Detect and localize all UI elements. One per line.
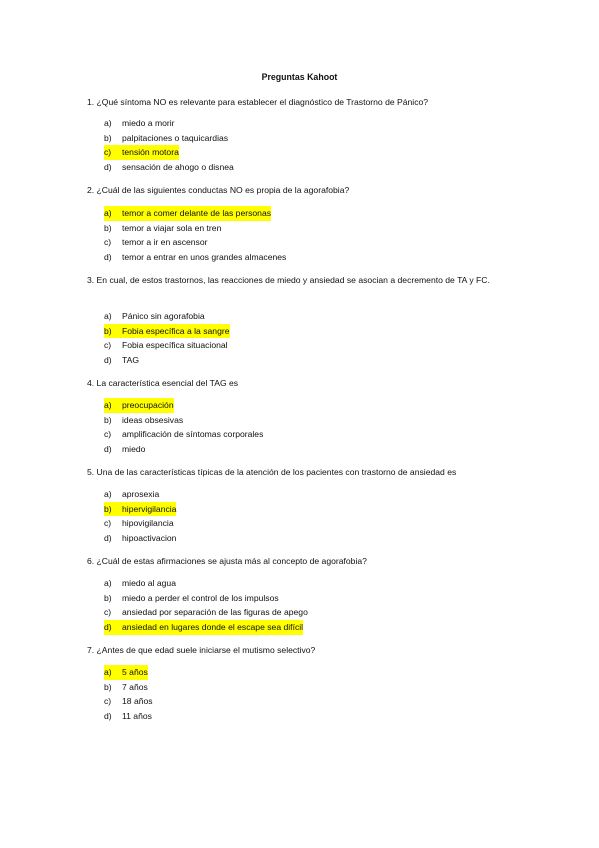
question-2-text: 2. ¿Cuál de las siguientes conductas NO es propia de la agorafobia? bbox=[87, 185, 350, 195]
option-letter: a) bbox=[104, 665, 122, 680]
option-1a bbox=[104, 116, 234, 131]
option-2a bbox=[104, 206, 286, 221]
option-7b bbox=[104, 680, 153, 695]
option-4d bbox=[104, 442, 263, 457]
option-text: temor a viajar sola en tren bbox=[122, 222, 222, 233]
option-letter: d) bbox=[104, 162, 112, 173]
option-letter: d) bbox=[104, 533, 112, 544]
option-5a bbox=[104, 487, 176, 502]
option-1d bbox=[104, 160, 234, 175]
option-2b bbox=[104, 221, 286, 236]
option-7c bbox=[104, 694, 153, 709]
question-1-options bbox=[104, 116, 234, 175]
option-7a bbox=[104, 665, 153, 680]
option-3d bbox=[104, 353, 230, 368]
option-1c bbox=[104, 145, 234, 160]
option-text: preocupación bbox=[122, 398, 174, 413]
question-7-options bbox=[104, 665, 153, 724]
option-4c bbox=[104, 427, 263, 442]
option-text: ansiedad por separación de las figuras de apego bbox=[122, 607, 308, 618]
option-letter: c) bbox=[104, 429, 112, 440]
option-6c bbox=[104, 605, 308, 620]
option-3a bbox=[104, 309, 230, 324]
question-5-options bbox=[104, 487, 176, 546]
option-letter: d) bbox=[104, 711, 112, 722]
option-text: 7 años bbox=[122, 681, 148, 692]
option-letter: a) bbox=[104, 118, 112, 128]
question-5-text: 5. Una de las características típicas de la atención de los pacientes con trastorno de ansiedad es bbox=[87, 467, 457, 477]
option-text: sensación de ahogo o disnea bbox=[122, 162, 234, 173]
option-letter: b) bbox=[104, 324, 122, 339]
question-4-text: 4. La característica esencial del TAG es bbox=[87, 378, 239, 388]
question-1-text: 1. ¿Qué síntoma NO es relevante para establecer el diagnóstico de Trastorno de Pánico? bbox=[87, 97, 429, 107]
question-2-options bbox=[104, 206, 286, 265]
option-letter: b) bbox=[104, 414, 112, 425]
option-text: 18 años bbox=[122, 696, 153, 707]
option-letter: d) bbox=[104, 355, 112, 366]
option-text: Fobia específica a la sangre bbox=[122, 324, 230, 339]
option-text: ideas obsesivas bbox=[122, 414, 184, 425]
question-4-options bbox=[104, 398, 263, 457]
option-letter: c) bbox=[104, 145, 122, 160]
option-letter: a) bbox=[104, 578, 112, 588]
option-letter: a) bbox=[104, 311, 112, 321]
option-letter: d) bbox=[104, 444, 112, 455]
option-text: palpitaciones o taquicardias bbox=[122, 132, 229, 143]
option-text: amplificación de síntomas corporales bbox=[122, 429, 264, 440]
option-letter: c) bbox=[104, 518, 112, 529]
option-6b bbox=[104, 591, 308, 606]
option-text: Fobia específica situacional bbox=[122, 340, 228, 351]
option-text: 11 años bbox=[122, 711, 152, 722]
option-text: miedo bbox=[122, 444, 146, 455]
option-3b bbox=[104, 324, 230, 339]
option-text: temor a ir en ascensor bbox=[122, 237, 208, 248]
option-2c bbox=[104, 235, 286, 250]
option-text: temor a entrar en unos grandes almacenes bbox=[122, 252, 287, 263]
option-4a bbox=[104, 398, 263, 413]
option-text: tensión motora bbox=[122, 145, 179, 160]
option-7d bbox=[104, 709, 153, 724]
option-letter: a) bbox=[104, 206, 122, 221]
option-text: aprosexia bbox=[122, 489, 160, 499]
option-letter: b) bbox=[104, 592, 112, 603]
option-4b bbox=[104, 413, 263, 428]
option-2d bbox=[104, 250, 286, 265]
option-letter: c) bbox=[104, 607, 112, 618]
option-letter: c) bbox=[104, 696, 112, 707]
option-text: Pánico sin agorafobia bbox=[122, 311, 205, 321]
option-text: hipovigilancia bbox=[122, 518, 174, 529]
option-letter: c) bbox=[104, 340, 112, 351]
option-text: TAG bbox=[122, 355, 140, 366]
option-text: hipervigilancia bbox=[122, 502, 176, 517]
option-text: miedo a perder el control de los impulsos bbox=[122, 592, 279, 603]
option-5b bbox=[104, 502, 176, 517]
option-letter: d) bbox=[104, 620, 122, 635]
option-5d bbox=[104, 531, 176, 546]
option-text: miedo a morir bbox=[122, 118, 175, 128]
option-text: miedo al agua bbox=[122, 578, 176, 588]
option-letter: b) bbox=[104, 681, 112, 692]
question-3-options bbox=[104, 309, 230, 368]
option-text: 5 años bbox=[122, 665, 148, 680]
question-7-text: 7. ¿Antes de que edad suele iniciarse el mutismo selectivo? bbox=[87, 645, 316, 655]
question-6-text: 6. ¿Cuál de estas afirmaciones se ajusta más al concepto de agorafobia? bbox=[87, 556, 367, 566]
option-letter: b) bbox=[104, 132, 112, 143]
option-3c bbox=[104, 338, 230, 353]
option-text: temor a comer delante de las personas bbox=[122, 206, 271, 221]
option-6a bbox=[104, 576, 308, 591]
option-letter: a) bbox=[104, 489, 112, 499]
option-letter: a) bbox=[104, 398, 122, 413]
document-title: Preguntas Kahoot bbox=[261, 72, 338, 82]
option-1b bbox=[104, 131, 234, 146]
option-5c bbox=[104, 516, 176, 531]
option-text: ansiedad en lugares donde el escape sea difícil bbox=[122, 620, 303, 635]
option-text: hipoactivacion bbox=[122, 533, 177, 544]
question-6-options bbox=[104, 576, 308, 635]
option-6d bbox=[104, 620, 308, 635]
option-letter: b) bbox=[104, 502, 122, 517]
option-letter: c) bbox=[104, 237, 112, 248]
question-3-text: 3. En cual, de estos trastornos, las reacciones de miedo y ansiedad se asocian a decremento de TA y FC. bbox=[87, 275, 490, 285]
option-letter: b) bbox=[104, 222, 112, 233]
option-letter: d) bbox=[104, 252, 112, 263]
